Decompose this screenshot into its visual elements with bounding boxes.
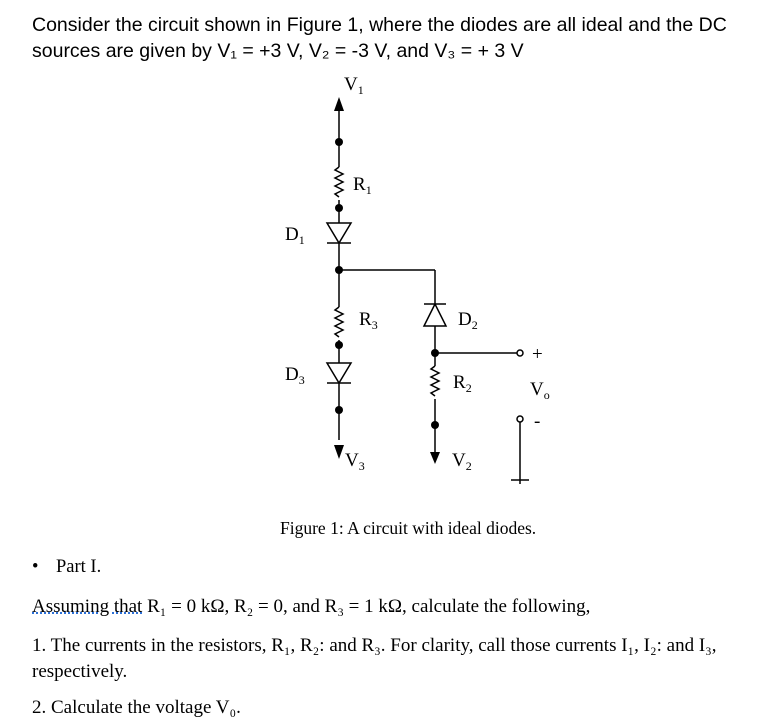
part-heading — [32, 557, 101, 578]
label-d3: $D_3$ — [285, 364, 305, 387]
label-r2: $R_2$ — [453, 372, 472, 395]
assuming-rest: R₁ = 0 kΩ, R₂ = 0, and R₃ = 1 kΩ, calculate the following, — [142, 596, 591, 617]
question-2: 2. Calculate the voltage V₀. — [32, 697, 241, 718]
arrow-v3 — [334, 445, 344, 459]
node-dot — [431, 421, 439, 429]
diode-d2-triangle — [424, 304, 446, 326]
label-v3: $V_3$ — [345, 450, 365, 473]
arrow-v2 — [430, 452, 440, 464]
part-title: Part I. — [56, 557, 102, 577]
diode-d3-triangle — [327, 363, 351, 383]
label-v1: $V_1$ — [344, 74, 364, 97]
terminal-vo-minus — [517, 416, 523, 422]
intro-line-1: Consider the circuit shown in Figure 1, where the diodes are all ideal and the DC — [32, 14, 727, 36]
figure-caption: Figure 1: A circuit with ideal diodes. — [280, 518, 537, 538]
assumption-line — [32, 594, 757, 620]
node-dot — [335, 406, 343, 414]
node-dot — [335, 204, 343, 212]
bullet: • — [32, 557, 39, 577]
resistor-r2 — [431, 366, 439, 396]
label-minus: - — [534, 411, 541, 432]
label-v2: $V_2$ — [452, 450, 472, 473]
label-plus: + — [532, 344, 543, 365]
node-dot — [335, 341, 343, 349]
label-d1: $D_1$ — [285, 224, 305, 247]
node-dot — [335, 138, 343, 146]
label-d2: $D_2$ — [458, 309, 478, 332]
resistor-r1 — [335, 167, 343, 197]
question-1 — [32, 633, 757, 685]
question-1-line-1: 1. The currents in the resistors, R₁, R₂: and R₃. For clarity, call those currents I₁, I₂: and I₃, — [32, 635, 717, 656]
node-dot — [335, 266, 343, 274]
node-dot — [431, 349, 439, 357]
label-vo: $V_o$ — [530, 379, 550, 402]
arrow-v1 — [334, 97, 344, 111]
label-r1: $R_1$ — [353, 174, 372, 197]
intro-line-2: sources are given by V₁ = +3 V, V₂ = -3 V, and V₃ = + 3 V — [32, 40, 524, 62]
label-r3: $R_3$ — [359, 309, 378, 332]
question-1-line-2: respectively. — [32, 661, 128, 682]
diode-d1-triangle — [327, 223, 351, 243]
terminal-vo-plus — [517, 350, 523, 356]
resistor-r3 — [335, 307, 343, 337]
assuming-underlined: Assuming that — [32, 596, 143, 617]
